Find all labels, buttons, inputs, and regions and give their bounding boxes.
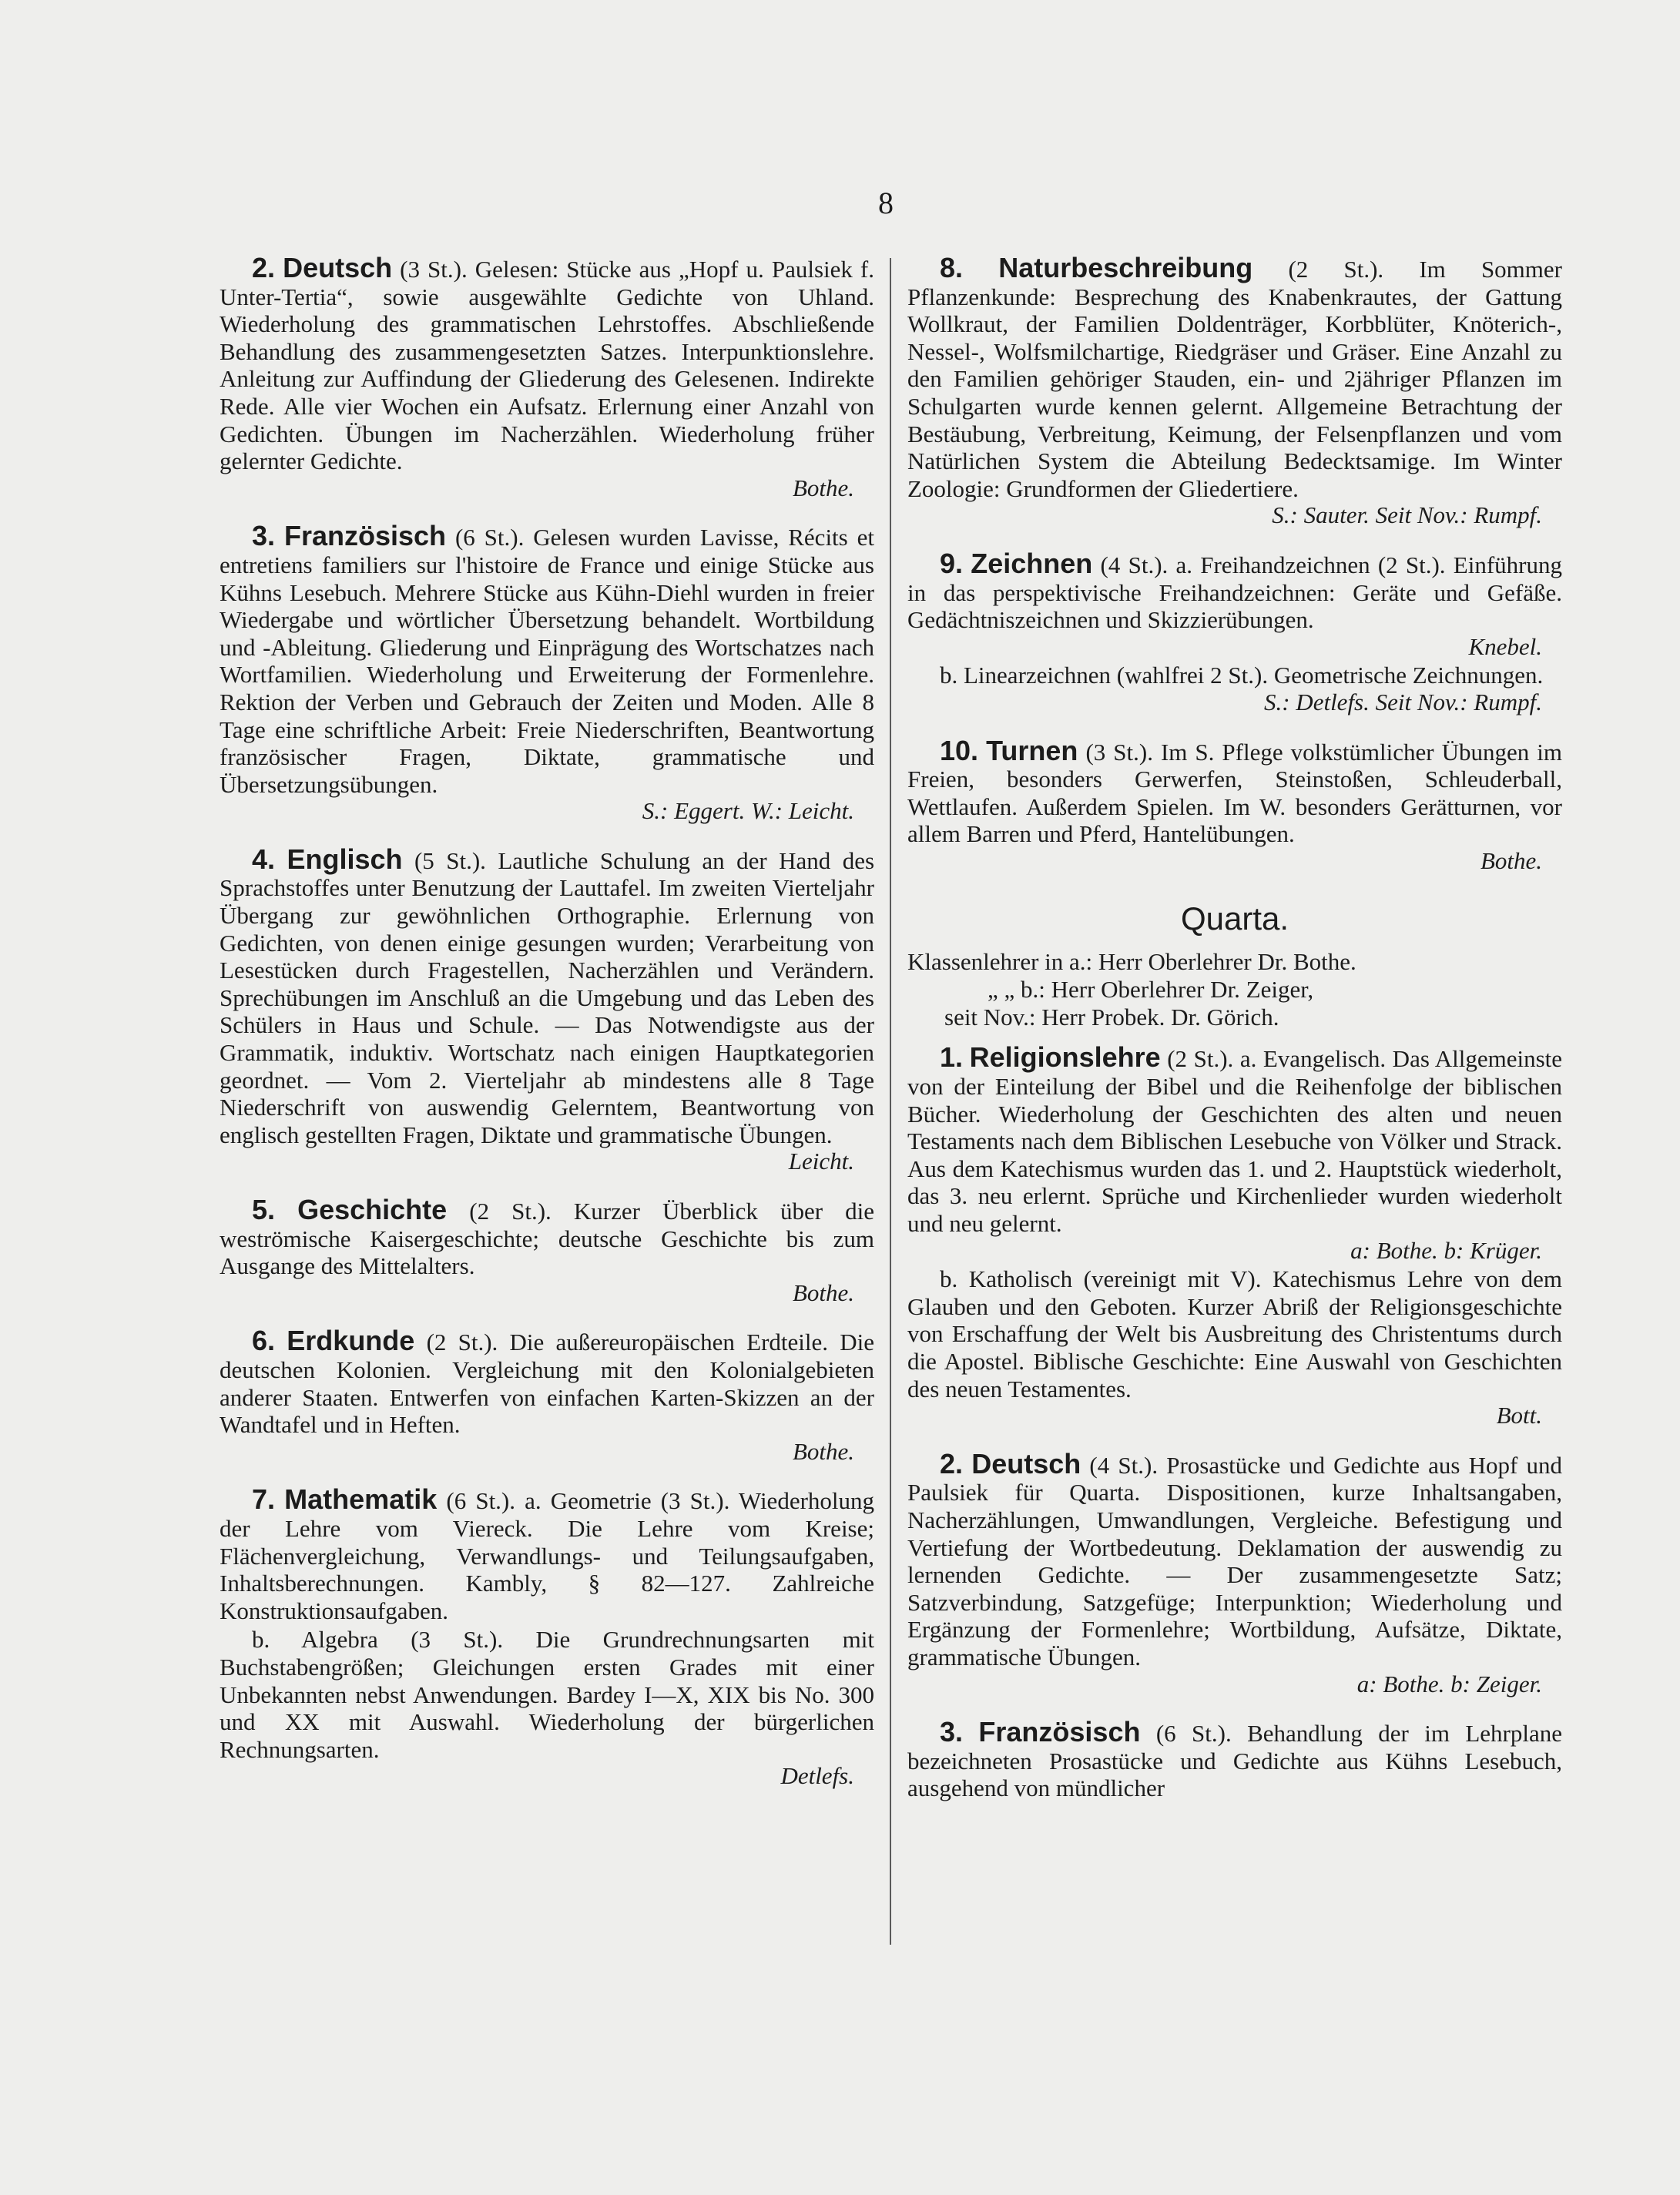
entry-heading: Deutsch [283,252,393,283]
entry-text: (4 St.). a. Freihandzeichnen (2 St.). Einführung in das perspektivische Freihandzeichnen: Geräte und Gefäße. Gedächtniszeichnen und Skizzierübungen. [907,551,1562,634]
entry-religionslehre-4 [907,1041,1563,1429]
entry-text: (3 St.). Im S. Pflege volkstümlicher Übungen im Freien, besonders Gerwerfen, Steinstoßen, Schleuderball, Wettlaufen. Außerdem Spielen. Im W. besonders Gerätturnen, vor allem Barren und Pferd, Hantelübungen. [907,738,1563,848]
entry-franzoesisch-4 [907,1718,1562,1802]
class-teacher-line: Klassenlehrer in a.: Herr Oberlehrer Dr. Bothe. [907,948,1356,976]
entry-mathematik-3 [220,1483,875,1790]
entry-text: (2 St.). a. Evangelisch. Das Allgemeinste von der Einteilung der Bibel und die Reihenfolge der biblischen Bücher. Wiederholung der Geschichten des alten und neuen Testaments nach dem Biblischen Lesebuche von Völker und Strack. Aus dem Katechismus wurden das 1. und 2. Hauptstück wiederholt, das 3. neu erlernt. Sprüche und Kirchenlieder wurden wiederholt und neu gelernt. [907,1045,1563,1238]
entry-erdkunde-3 [220,1327,874,1465]
teacher-signature: S.: Sauter. Seit Nov.: Rumpf. [1272,501,1542,529]
entry-heading: Turnen [986,734,1078,766]
entry-heading: Mathematik [284,1483,438,1516]
entry-geschichte-3 [220,1196,874,1306]
entry-heading: Französisch [978,1716,1141,1748]
class-teachers [907,948,1562,1031]
entry-heading: Erdkunde [287,1325,415,1357]
entry-text: (2 St.). Die außereuropäischen Erdteile. Die deutschen Kolonien. Vergleichung mit den Kolonialgebieten anderer Staaten. Entwerfen von einfachen Karten-Skizzen an der Wandtafel und in Heften. [220,1329,875,1439]
entry-turnen [907,734,1563,875]
teacher-signature: a: Bothe. b: Zeiger. [1356,1670,1542,1697]
entry-heading: Geschichte [297,1194,448,1225]
entry-heading: Zeichnen [971,547,1093,579]
entry-text: (6 St.). a. Geometrie (3 St.). Wiederholung der Lehre vom Viereck. Die Lehre vom Kreise; Flächenvergleichung, Verwandlungs- und Teilungsaufgaben, Inhaltsberechnungen. Kambly, § 82—127. Zahlreiche Konstruktionsaufgaben. [220,1487,875,1624]
entry-naturbeschreibung [907,254,1562,529]
entry-number: 5. [252,1194,276,1225]
entry-number: 8. [940,252,964,283]
teacher-signature: Knebel. [1468,632,1542,660]
entry-englisch-3 [220,843,875,1175]
entry-text: (2 St.). Kurzer Überblick über die weströmische Kaisergeschichte; deutsche Geschichte bis zum Ausgange des Mittelalters. [220,1198,875,1280]
entry-deutsch-3 [220,254,874,501]
entry-number: 2. [940,1447,964,1480]
teacher-signature: S.: Detlefs. Seit Nov.: Rumpf. [1263,688,1542,715]
page-number: 8 [878,186,894,220]
entry-number: 1. [940,1041,964,1074]
entry-subsection: b. Linearzeichnen (wahlfrei 2 St.). Geometrische Zeichnungen. [940,662,1544,689]
entry-text: (2 St.). Im Sommer Pflanzenkunde: Besprechung des Knabenkrautes, der Gattung Wollkraut, der Familien Doldenträger, Korbblüter, Knöterich-, Nessel-, Wolfsmilchartige, Riedgräser und Gräser. Eine Anzahl zu den Familien gehöriger Stauden, ein- und 2jähriger Pflanzen im Schulgarten wurde kennen gelernt. Allgemeine Betrachtung der Bestäubung, Verbreitung, Keimung, der Felsenpflanzen und vom Natürlichen System die Abteilung Bedecktsamige. Im Winter Zoologie: Grundformen der Gliedertiere. [907,256,1562,502]
class-teacher-line: „ „ b.: Herr Oberlehrer Dr. Zeiger, [988,976,1314,1004]
teacher-signature: Bott. [1496,1402,1542,1429]
entry-number: 4. [252,843,276,875]
entry-subsection: b. Katholisch (vereinigt mit V). Katechismus Lehre von dem Glauben und den Geboten. Kurzer Abriß der Religionsgeschichte von Erschaffung der Welt bis Ausbreitung des Christentums durch die Apostel. Biblische Geschichte: Eine Auswahl von Geschichten des neuen Testamentes. [907,1265,1562,1402]
left-column [220,254,874,1811]
entry-franzoesisch-3 [220,522,874,825]
entry-number: 3. [940,1716,964,1748]
entry-deutsch-4 [907,1447,1563,1697]
teacher-signature: Bothe. [792,474,854,501]
teacher-signature: Leicht. [788,1148,854,1175]
teacher-signature: Detlefs. [780,1762,854,1790]
entry-number: 6. [252,1325,276,1357]
entry-heading: Naturbeschreibung [998,252,1253,283]
entry-number: 9. [940,547,964,579]
class-teacher-line: seit Nov.: Herr Probek. Dr. Görich. [944,1004,1279,1031]
right-column [907,254,1562,1823]
entry-heading: Deutsch [971,1447,1081,1480]
entry-subsection: b. Algebra (3 St.). Die Grundrechnungsarten mit Buchstabengrößen; Gleichungen ersten Grades mit einer Unbekannten nebst Anwendungen. Bardey I—X, XIX bis No. 300 und XX mit Auswahl. Wiederholung der bürgerlichen Rechnungsarten. [220,1626,874,1763]
entry-zeichnen [907,547,1562,716]
entry-text: (6 St.). Behandlung der im Lehrplane bezeichneten Prosastücke und Gedichte aus Kühns Lesebuch, ausgehend von mündlicher [907,1720,1562,1802]
entry-number: 10. [940,734,979,766]
entry-text: (5 St.). Lautliche Schulung an der Hand des Sprachstoffes unter Benutzung der Lauttafel. Im zweiten Vierteljahr Übergang zur gewöhnlichen Orthographie. Erlernung von Gedichten, von denen einige gesungen wurden; Verarbeitung von Lesestücken durch Fragestellen, Nacherzählen und Verändern. Sprechübungen im Anschluß an die Umgebung und das Leben des Schülers in Haus und Schule. — Das Notwendigste aus der Grammatik, induktiv. Wortschatz nach einigen Hauptkategorien geordnet. — Vom 2. Vierteljahr ab mindestens alle 8 Tage Niederschrift von auswendig Gelerntem, Beantwortung von englisch gestellten Fragen, Diktate und grammatische Übungen. [220,846,875,1148]
column-divider [890,258,891,1945]
teacher-signature: Bothe. [792,1278,854,1306]
teacher-signature: S.: Eggert. W.: Leicht. [642,797,854,825]
entry-number: 3. [252,520,276,552]
teacher-signature: Bothe. [1480,846,1542,874]
entry-text: (6 St.). Gelesen wurden Lavisse, Récits et entretiens familiers sur l'histoire de France und einige Stücke aus Kühns Lesebuch. Mehrere Stücke aus Kühn-Diehl wurden in freier Wiedergabe und wörtlicher Übersetzung behandelt. Wortbildung und -Ableitung. Gliederung und Einprägung des Wortschatzes nach Wortfamilien. Wiederholung und Erweiterung der Formenlehre. Rektion der Verben und Gebrauch der Zeiten und Moden. Alle 8 Tage eine schriftliche Arbeit: Freie Niederschriften, Beantwortung französischer Fragen, Diktate, grammatische und Übersetzungsübungen. [220,524,875,798]
entry-heading: Englisch [287,843,403,875]
entry-number: 2. [252,252,276,283]
entry-heading: Religionslehre [969,1041,1161,1074]
entry-number: 7. [252,1483,276,1516]
entry-text: (4 St.). Prosastücke und Gedichte aus Hopf und Paulsiek für Quarta. Dispositionen, kurze Inhaltsangaben, Nacherzählungen, Umwandlungen, Vergleiche. Befestigung und Vertiefung der Wortbedeutung. Deklamation der auswendig zu lernenden Gedichte. — Der zusammengesetzte Satz; Satzverbindung, Satzgefüge; Interpunktion; Wiederholung und Ergänzung der Formenlehre; Wortbildung, Aufsätze, Diktate, grammatische Übungen. [907,1451,1563,1671]
entry-text: (3 St.). Gelesen: Stücke aus „Hopf u. Paulsiek f. Unter-Tertia“, sowie ausgewählte Gedichte von Uhland. Wiederholung des grammatischen Lehrstoffes. Abschließende Behandlung des zusammengesetzten Satzes. Interpunktionslehre. Anleitung zur Auffindung der Gliederung des Gelesenen. Indirekte Rede. Alle vier Wochen ein Aufsatz. Erlernung einer Anzahl von Gedichten. Übungen im Nacherzählen. Wiederholung früher gelernter Gedichte. [220,256,874,475]
teacher-signature: Bothe. [792,1437,854,1465]
section-title-quarta: Quarta. [1180,900,1289,937]
entry-heading: Französisch [283,520,447,552]
teacher-signature: a: Bothe. b: Krüger. [1350,1236,1542,1264]
